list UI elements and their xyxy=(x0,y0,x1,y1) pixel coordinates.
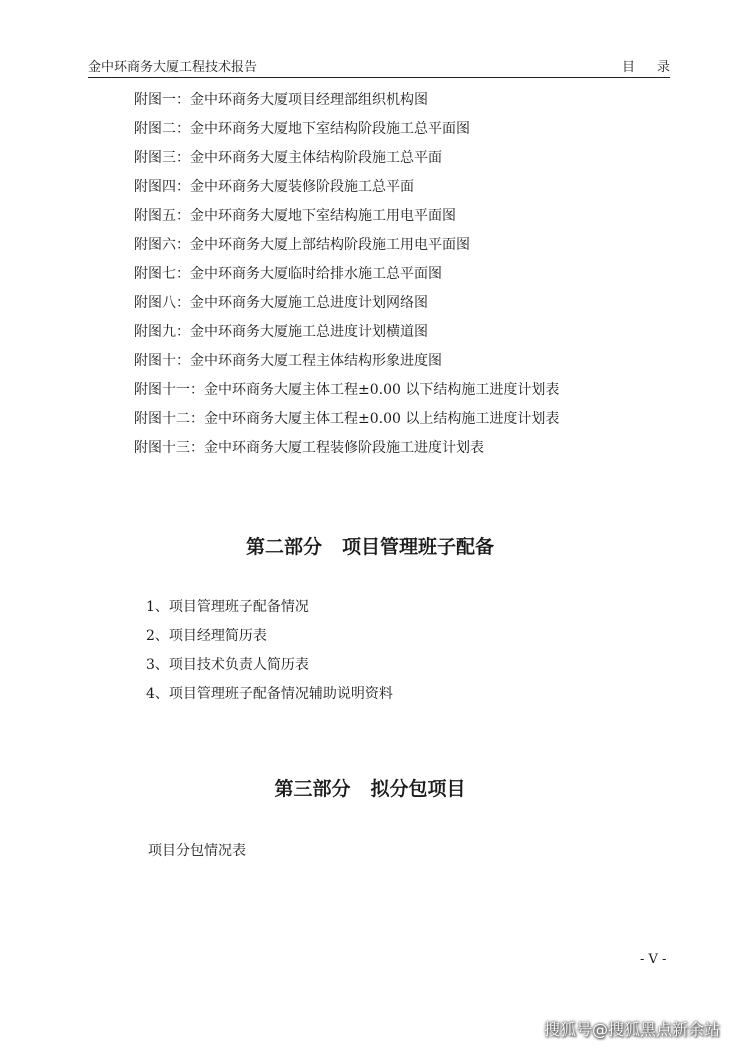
page-number: - V - xyxy=(640,952,667,967)
appendix-item: 附图二：金中环商务大厦地下室结构阶段施工总平面图 xyxy=(134,121,470,137)
section-label: 目录 xyxy=(621,60,692,75)
part2-item-list xyxy=(146,596,393,712)
appendix-item: 附图七：金中环商务大厦临时给排水施工总平面图 xyxy=(134,266,442,282)
part3-heading xyxy=(0,774,740,801)
appendix-item: 附图十三：金中环商务大厦工程装修阶段施工进度计划表 xyxy=(134,440,484,456)
part2-item: 1、项目管理班子配备情况 xyxy=(146,599,309,615)
part3-item: 项目分包情况表 xyxy=(148,843,246,859)
appendix-item: 附图八：金中环商务大厦施工总进度计划网络图 xyxy=(134,295,428,311)
appendix-item: 附图九：金中环商务大厦施工总进度计划横道图 xyxy=(134,324,428,340)
part3-label: 第三部分 xyxy=(274,778,351,800)
page-header xyxy=(88,55,692,78)
appendix-item: 附图五：金中环商务大厦地下室结构施工用电平面图 xyxy=(134,208,456,224)
appendix-item: 附图六：金中环商务大厦上部结构阶段施工用电平面图 xyxy=(134,237,470,253)
part2-title: 项目管理班子配备 xyxy=(342,536,495,558)
appendix-figure-list xyxy=(134,89,559,466)
appendix-item: 附图四：金中环商务大厦装修阶段施工总平面 xyxy=(134,179,414,195)
appendix-item: 附图十一：金中环商务大厦主体工程±0.00 以下结构施工进度计划表 xyxy=(134,382,560,398)
part3-title: 拟分包项目 xyxy=(370,778,466,800)
part2-item: 4、项目管理班子配备情况辅助说明资料 xyxy=(146,686,393,702)
part2-label: 第二部分 xyxy=(245,536,322,558)
part2-item: 2、项目经理简历表 xyxy=(146,628,267,644)
appendix-item: 附图十二：金中环商务大厦主体工程±0.00 以上结构施工进度计划表 xyxy=(134,411,560,427)
report-title: 金中环商务大厦工程技术报告 xyxy=(88,60,258,75)
appendix-item: 附图十：金中环商务大厦工程主体结构形象进度图 xyxy=(134,353,442,369)
appendix-item: 附图三：金中环商务大厦主体结构阶段施工总平面 xyxy=(134,150,442,166)
part2-item: 3、项目技术负责人简历表 xyxy=(146,657,309,673)
appendix-item: 附图一：金中环商务大厦项目经理部组织机构图 xyxy=(134,92,428,108)
watermark: 搜狐号@搜狐黑点新余站 xyxy=(543,1020,720,1039)
part2-heading xyxy=(0,532,740,559)
